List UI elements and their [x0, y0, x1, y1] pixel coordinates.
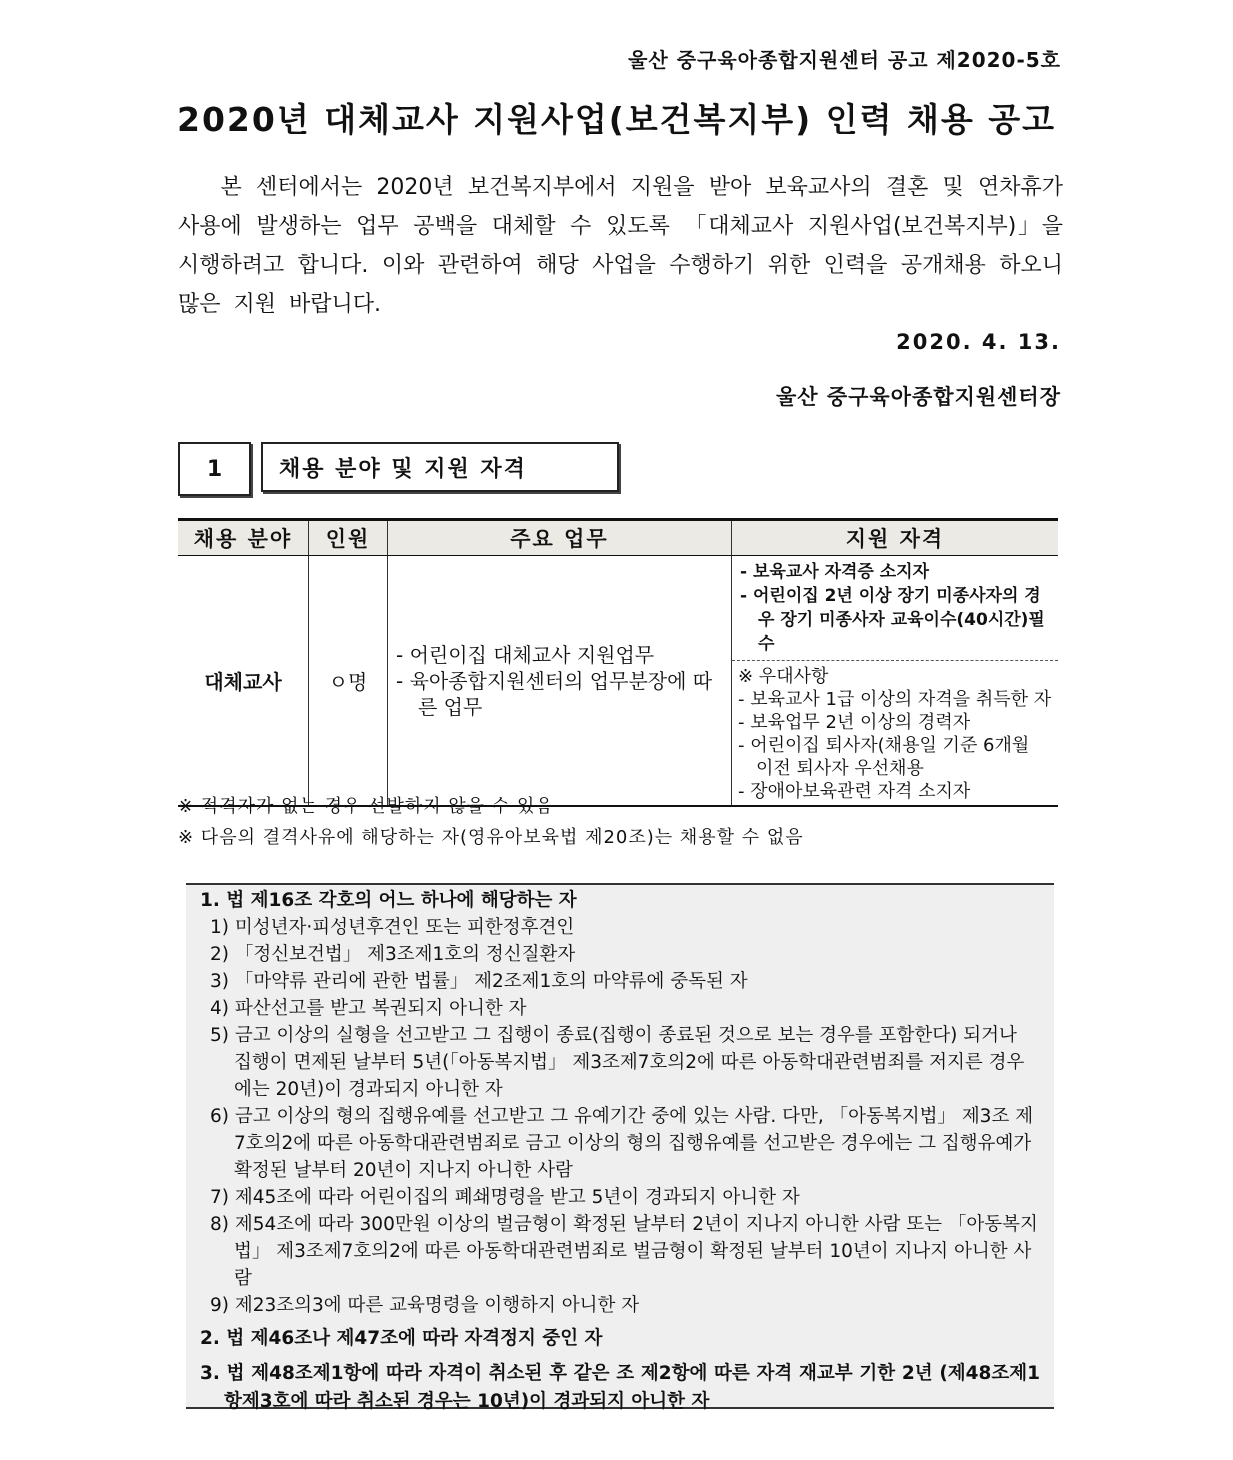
duty-item: - 육아종합지원센터의 업무분장에 따른 업무 — [396, 668, 713, 719]
count-cell: ㅇ명 — [309, 556, 388, 807]
field-cell: 대체교사 — [178, 556, 309, 807]
header-qualifications: 지원 자격 — [732, 520, 1059, 556]
intro-text: 본 센터에서는 2020년 보건복지부에서 지원을 받아 보육교사의 결혼 및 연차휴가 사용에 발생하는 업무 공백을 대체할 수 있도록 「대체교사 지원사업(보건복지부)」을 시행하려고 합니다. 이와 관련하여 해당 사업을 수행하기 위한 인력을 공개채용 하오니 많은 지원 바랍니다. — [178, 175, 1063, 317]
preferred-title: ※ 우대사항 — [738, 666, 829, 687]
list-item: 5) 금고 이상의 실형을 선고받고 그 집행이 종료(집행이 종료된 것으로 보는 경우를 포함한다) 되거나 집행이 면제된 날부터 5년(「아동복지법」 제3조제7호의2에 따른 아동학대관련범죄를 저지른 경우에는 20년)이 경과되지 아니한 자 — [210, 1025, 1025, 1100]
recruitment-table — [178, 518, 1058, 807]
duty-item: - 어린이집 대체교사 지원업무 — [396, 642, 655, 667]
disqualification-heading-1: 1. 법 제16조 각호의 어느 하나에 해당하는 자 — [200, 890, 577, 911]
required-qualifications — [732, 556, 1058, 661]
list-item: 9) 제23조의3에 따른 교육명령을 이행하지 아니한 자 — [210, 1295, 640, 1316]
list-item: 4) 파산선고를 받고 복권되지 아니한 자 — [210, 998, 527, 1019]
table-row — [178, 556, 1058, 807]
disqualification-heading-2: 2. 법 제46조나 제47조에 따라 자격정지 중인 자 — [200, 1328, 603, 1349]
header-count: 인원 — [309, 520, 388, 556]
issuer: 울산 중구육아종합지원센터장 — [775, 385, 1061, 409]
list-item: 7) 제45조에 따라 어린이집의 폐쇄명령을 받고 5년이 경과되지 아니한 자 — [210, 1187, 800, 1208]
list-item: 1) 미성년자·피성년후견인 또는 피한정후견인 — [210, 917, 575, 938]
list-item: 6) 금고 이상의 형의 집행유예를 선고받고 그 유예기간 중에 있는 사람. 다만, 「아동복지법」 제3조 제7호의2에 따른 아동학대관련범죄로 금고 이상의 형의 집행유예를 선고받은 경우에는 그 집행유예가 확정된 날부터 20년이 지나지 아니한 사람 — [210, 1106, 1034, 1181]
list-item: 8) 제54조에 따라 300만원 이상의 벌금형이 확정된 날부터 2년이 지나지 아니한 사람 또는 「아동복지법」 제3조제7호의2에 따른 아동학대관련범죄로 벌금형이 확정된 날부터 10년이 지나지 아니한 사람 — [210, 1214, 1038, 1289]
duties-cell — [388, 556, 732, 807]
list-item: 3) 「마약류 관리에 관한 법률」 제2조제1호의 마약류에 중독된 자 — [210, 971, 748, 992]
notice-number: 울산 중구육아종합지원센터 공고 제2020-5호 — [628, 48, 1061, 72]
page-title: 2020년 대체교사 지원사업(보건복지부) 인력 채용 공고 — [176, 100, 1056, 139]
preferred-item: - 장애아보육관련 자격 소지자 — [738, 781, 971, 802]
section-number: 1 — [178, 442, 251, 496]
header-field: 채용 분야 — [178, 520, 309, 556]
disqualification-heading-3: 3. 법 제48조제1항에 따라 자격이 취소된 후 같은 조 제2항에 따른 자격 재교부 기한 2년 (제48조제1항제3호에 따라 취소된 경우는 10년)이 경과되지 아니한 자 — [200, 1363, 1040, 1412]
required-item: - 어린이집 2년 이상 장기 미종사자의 경우 장기 미종사자 교육이수(40시간)필수 — [740, 586, 1045, 654]
header-duties: 주요 업무 — [388, 520, 732, 556]
required-item: - 보육교사 자격증 소지자 — [740, 562, 930, 582]
preferred-item: - 어린이집 퇴사자(채용일 기준 6개월 이전 퇴사자 우선채용 — [738, 735, 1030, 779]
list-item: 2) 「정신보건법」 제3조제1호의 정신질환자 — [210, 944, 576, 965]
preferred-qualifications — [732, 661, 1058, 805]
preferred-item: - 보육업무 2년 이상의 경력자 — [738, 712, 971, 733]
note-1: ※ 적격자가 없는 경우 선발하지 않을 수 있음 — [178, 796, 554, 817]
qualifications-cell — [732, 556, 1059, 807]
disqualification-box — [186, 883, 1054, 1412]
section-title: 채용 분야 및 지원 자격 — [261, 442, 619, 492]
notice-date: 2020. 4. 13. — [896, 330, 1061, 354]
preferred-item: - 보육교사 1급 이상의 자격을 취득한 자 — [738, 689, 1052, 710]
intro-paragraph — [178, 168, 1063, 324]
table-header-row — [178, 520, 1058, 556]
note-2: ※ 다음의 결격사유에 해당하는 자(영유아보육법 제20조)는 채용할 수 없음 — [178, 827, 804, 848]
